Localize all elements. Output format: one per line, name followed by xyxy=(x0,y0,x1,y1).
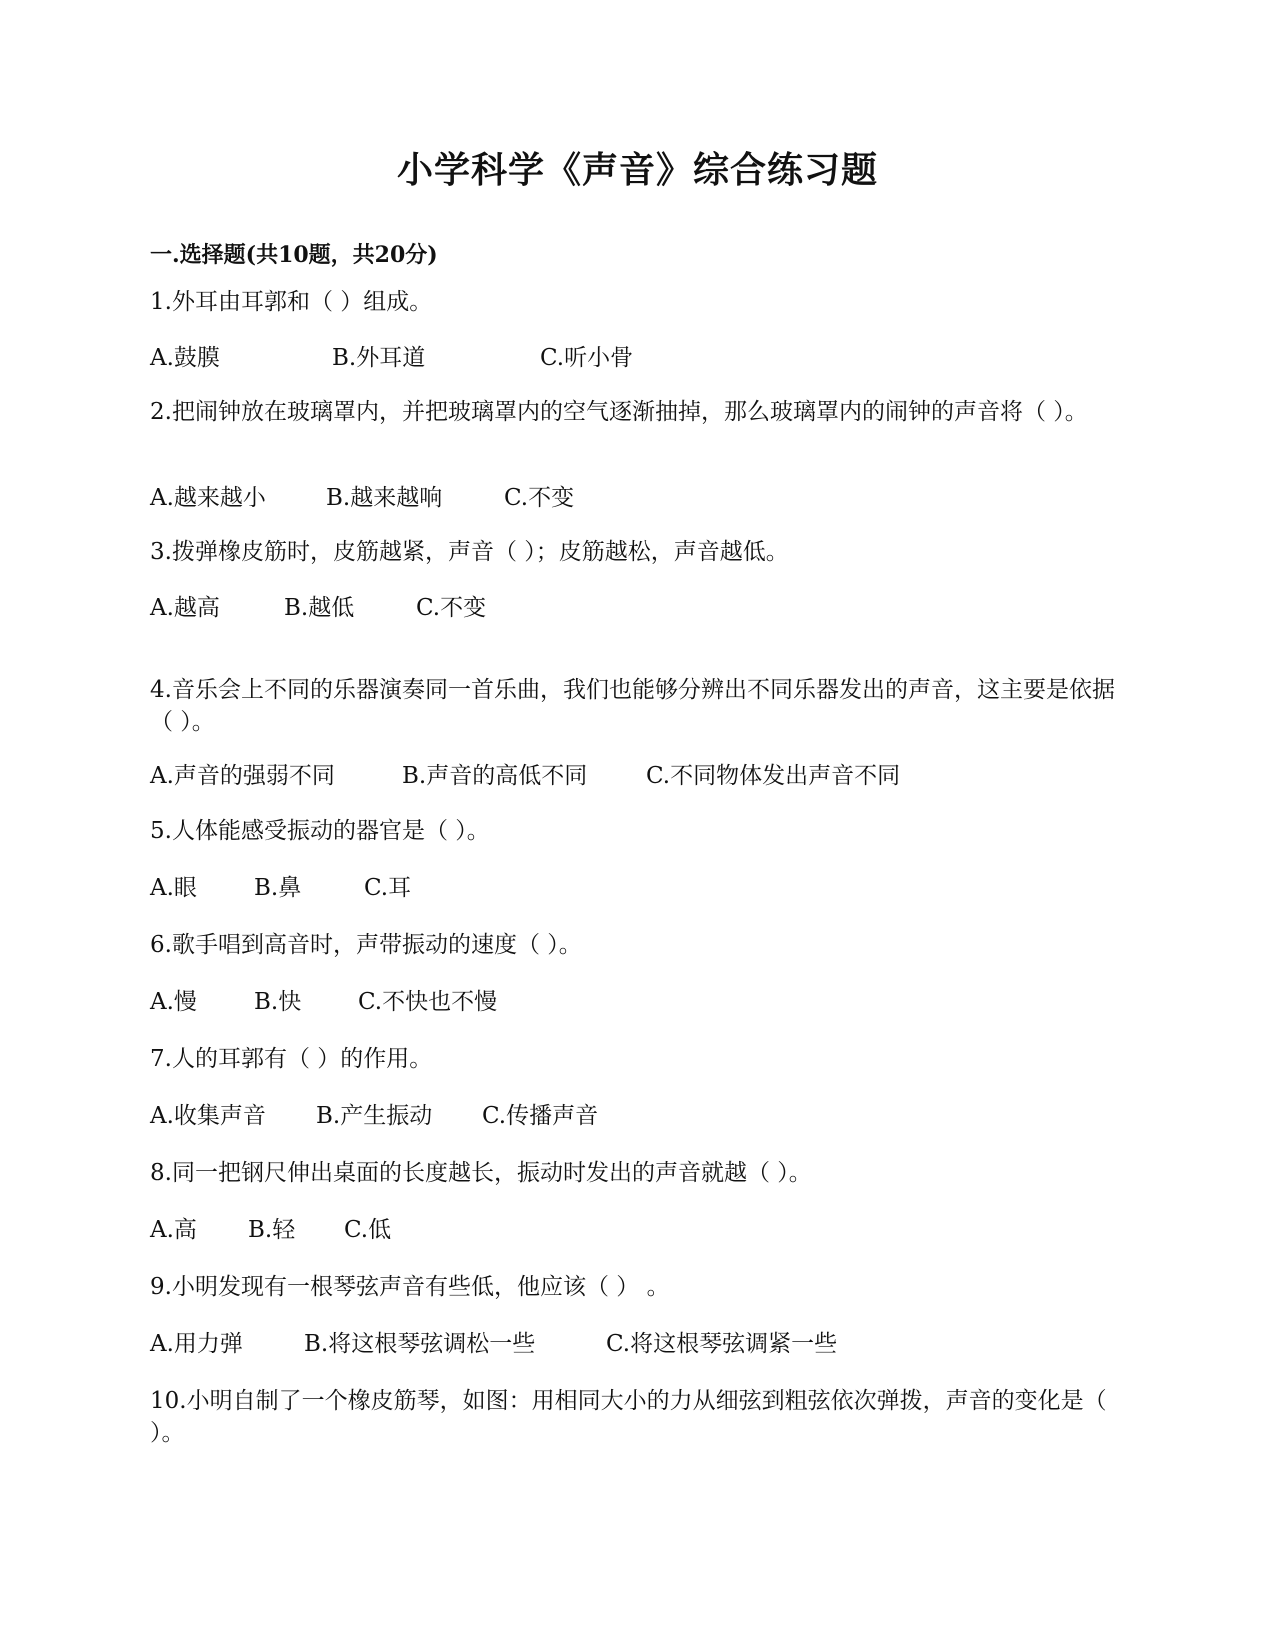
question-3-option-b[interactable]: B.越低 xyxy=(284,595,355,621)
question-7: 7.人的耳郭有（ ）的作用。 xyxy=(150,1046,433,1072)
question-7-option-a[interactable]: A.收集声音 xyxy=(150,1103,266,1129)
question-9-option-b[interactable]: B.将这根琴弦调松一些 xyxy=(304,1331,536,1357)
question-4-option-c[interactable]: C.不同物体发出声音不同 xyxy=(646,763,901,789)
question-6-option-c[interactable]: C.不快也不慢 xyxy=(358,989,498,1015)
question-3: 3.拨弹橡皮筋时，皮筋越紧，声音（ ）；皮筋越松，声音越低。 xyxy=(150,539,789,565)
question-4-option-b[interactable]: B.声音的高低不同 xyxy=(402,763,588,789)
question-8-option-c[interactable]: C.低 xyxy=(344,1217,392,1243)
section-heading: 一.选择题(共10题，共20分) xyxy=(150,242,438,268)
question-1-option-b[interactable]: B.外耳道 xyxy=(332,345,426,371)
question-5-option-a[interactable]: A.眼 xyxy=(150,875,197,901)
question-4: 4.音乐会上不同的乐器演奏同一首乐曲，我们也能够分辨出不同乐器发出的声音，这主要是依据（ ）。 xyxy=(150,677,1115,735)
question-7-option-c[interactable]: C.传播声音 xyxy=(482,1103,599,1129)
question-8: 8.同一把钢尺伸出桌面的长度越长，振动时发出的声音就越（ ）。 xyxy=(150,1160,812,1186)
question-2: 2.把闹钟放在玻璃罩内，并把玻璃罩内的空气逐渐抽掉，那么玻璃罩内的闹钟的声音将（ ）。 xyxy=(150,399,1088,425)
question-5-option-c[interactable]: C.耳 xyxy=(364,875,412,901)
question-9-option-c[interactable]: C.将这根琴弦调紧一些 xyxy=(606,1331,838,1357)
question-1-option-c[interactable]: C.听小骨 xyxy=(540,345,634,371)
question-6: 6.歌手唱到高音时，声带振动的速度（ ）。 xyxy=(150,932,582,958)
question-5: 5.人体能感受振动的器官是（ ）。 xyxy=(150,818,490,844)
question-10: 10.小明自制了一个橡皮筋琴，如图：用相同大小的力从细弦到粗弦依次弹拨，声音的变化是（ ）。 xyxy=(150,1388,1107,1446)
question-8-option-a[interactable]: A.高 xyxy=(150,1217,197,1243)
question-2-option-c[interactable]: C.不变 xyxy=(504,485,575,511)
question-4-option-a[interactable]: A.声音的强弱不同 xyxy=(150,763,335,789)
question-9: 9.小明发现有一根琴弦声音有些低，他应该（ ） 。 xyxy=(150,1274,670,1300)
question-3-option-c[interactable]: C.不变 xyxy=(416,595,487,621)
question-5-option-b[interactable]: B.鼻 xyxy=(254,875,302,901)
question-7-option-b[interactable]: B.产生振动 xyxy=(316,1103,433,1129)
question-2-option-b[interactable]: B.越来越响 xyxy=(326,485,443,511)
question-6-option-b[interactable]: B.快 xyxy=(254,989,302,1015)
question-1: 1.外耳由耳郭和（ ）组成。 xyxy=(150,289,433,315)
question-9-option-a[interactable]: A.用力弹 xyxy=(150,1331,243,1357)
question-2-option-a[interactable]: A.越来越小 xyxy=(150,485,266,511)
question-1-option-a[interactable]: A.鼓膜 xyxy=(150,345,220,371)
page-title: 小学科学《声音》综合练习题 xyxy=(396,149,878,191)
question-3-option-a[interactable]: A.越高 xyxy=(150,595,220,621)
question-8-option-b[interactable]: B.轻 xyxy=(248,1217,296,1243)
question-6-option-a[interactable]: A.慢 xyxy=(150,989,197,1015)
